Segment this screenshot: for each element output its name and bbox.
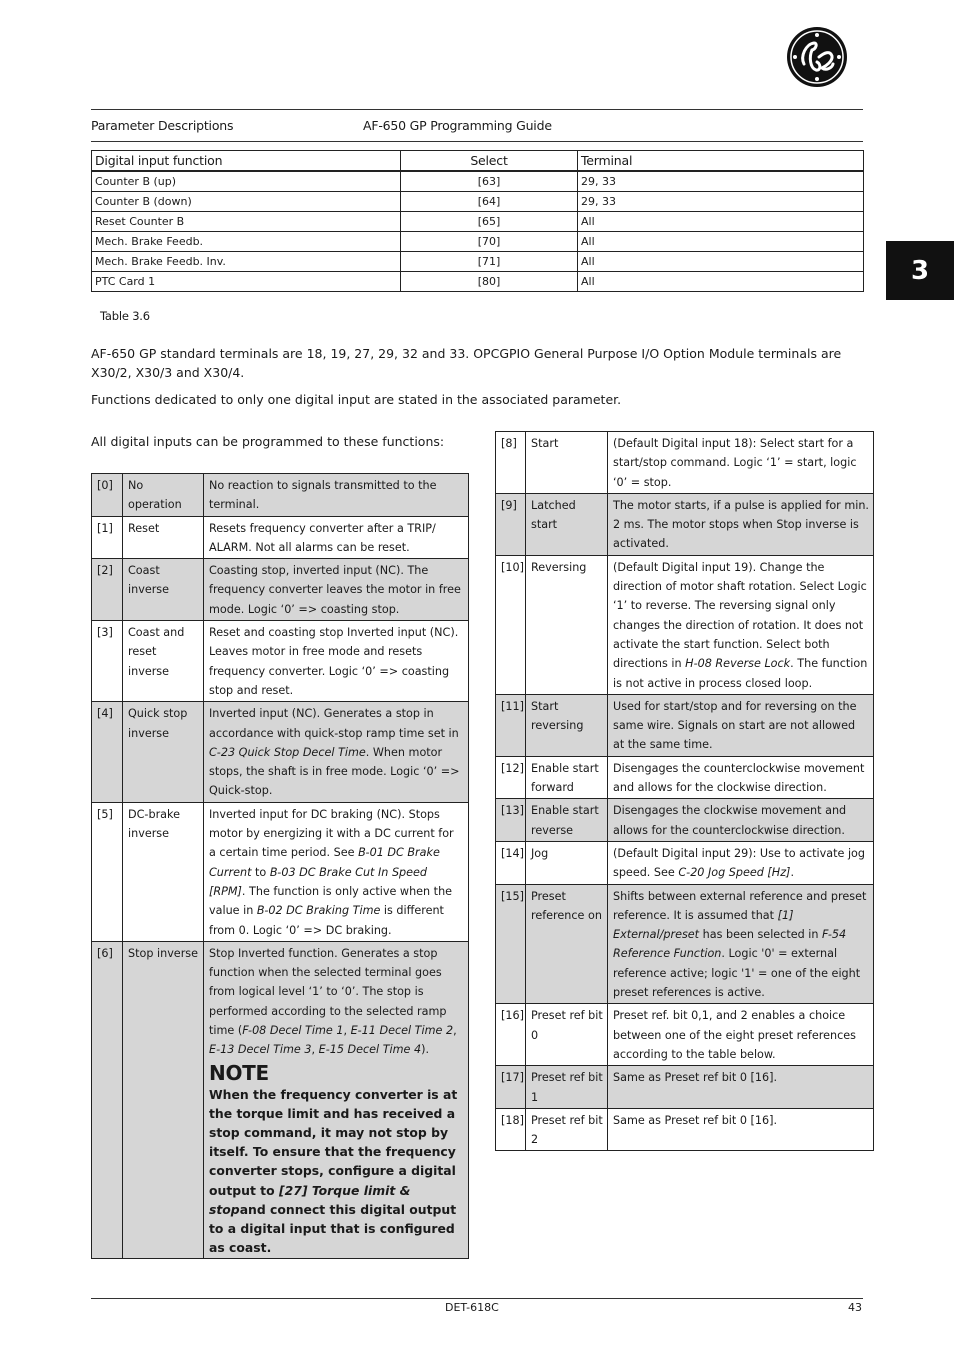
- function-code: [5]: [92, 802, 123, 941]
- parameter-reference: F-54 Reference Function: [613, 928, 847, 961]
- description-text: .: [790, 866, 794, 880]
- description-text: Inverted input (NC). Generates a stop in accordance with quick-stop ramp time set in: [209, 707, 459, 740]
- function-name: Preset ref bit 1: [526, 1066, 608, 1109]
- function-description: [608, 555, 874, 694]
- parameter-reference: E-13 Decel Time 3: [209, 1043, 312, 1057]
- function-name: Jog: [526, 841, 608, 884]
- function-code: [18]: [496, 1108, 526, 1151]
- function-code: [4]: [92, 702, 123, 802]
- chapter-tab: 3: [886, 241, 954, 300]
- description-text: . The function is not active in process closed loop.: [613, 657, 868, 690]
- function-row: [496, 1108, 874, 1151]
- terminal-cell: All: [578, 272, 864, 292]
- functions-table-right: [495, 431, 874, 1151]
- function-cell: Counter B (up): [92, 171, 401, 192]
- function-description: [608, 841, 874, 884]
- function-row: [496, 493, 874, 555]
- terminal-cell: All: [578, 232, 864, 252]
- table-caption: Table 3.6: [100, 309, 150, 323]
- function-row: [496, 1066, 874, 1109]
- function-code: [2]: [92, 559, 123, 621]
- function-description: [608, 799, 874, 842]
- function-name: DC-brake inverse: [123, 802, 204, 941]
- function-code: [0]: [92, 474, 123, 517]
- function-row: [496, 555, 874, 694]
- ge-logo-icon: [786, 26, 848, 88]
- function-row: [92, 941, 469, 1259]
- description-text: ,: [311, 1043, 319, 1057]
- function-row: [92, 802, 469, 941]
- function-description: [608, 1004, 874, 1066]
- function-row: [92, 559, 469, 621]
- paragraph-dedicated: Functions dedicated to only one digital input are stated in the associated parameter.: [91, 392, 622, 407]
- parameter-reference: E-15 Decel Time 4: [318, 1043, 422, 1057]
- parameter-reference: [27] Torque limit & stop: [209, 1182, 411, 1217]
- function-row: [496, 432, 874, 494]
- select-cell: [63]: [401, 171, 578, 192]
- select-cell: [70]: [401, 232, 578, 252]
- header-bottom-rule: [91, 141, 863, 142]
- parameter-reference: B-01 DC Brake Current: [209, 846, 440, 879]
- function-description: [608, 884, 874, 1004]
- parameter-reference: C-23 Quick Stop Decel Time: [209, 745, 366, 759]
- function-cell: PTC Card 1: [92, 272, 401, 292]
- function-code: [13]: [496, 799, 526, 842]
- function-name: Preset reference on: [526, 884, 608, 1004]
- functions-table-left: [91, 473, 469, 1259]
- function-name: Quick stop inverse: [123, 702, 204, 802]
- parameter-reference: [1] External/preset: [613, 908, 794, 942]
- function-code: [14]: [496, 841, 526, 884]
- function-cell: Mech. Brake Feedb. Inv.: [92, 252, 401, 272]
- description-text: Inverted input for DC braking (NC). Stops motor by energizing it with a DC current for a certain time period. See: [209, 807, 454, 860]
- description-text: ,: [343, 1024, 351, 1038]
- function-row: [92, 516, 469, 559]
- description-text: has been selected in: [699, 928, 823, 942]
- function-cell: Counter B (down): [92, 192, 401, 212]
- function-description: [204, 474, 469, 517]
- description-text: Stop Inverted function. Generates a stop function when the selected terminal goes from logical level ‘1’ to ‘0’. The stop is performed according to the selected ramp time (: [209, 946, 447, 1038]
- function-code: [15]: [496, 884, 526, 1004]
- function-row: [496, 841, 874, 884]
- function-description: [204, 559, 469, 621]
- description-text: The motor starts, if a pulse is applied for min. 2 ms. The motor stops when Stop inverse is activated.: [613, 498, 869, 551]
- parameter-reference: F-08 Decel Time 1: [242, 1024, 344, 1038]
- doc-code: DET-618C: [445, 1301, 499, 1314]
- table-row: [92, 212, 864, 232]
- function-code: [11]: [496, 694, 526, 756]
- function-row: [496, 884, 874, 1004]
- function-cell: Mech. Brake Feedb.: [92, 232, 401, 252]
- terminal-cell: All: [578, 252, 864, 272]
- function-code: [12]: [496, 756, 526, 799]
- function-description: [204, 621, 469, 702]
- function-name: Start: [526, 432, 608, 494]
- parameter-reference: E-11 Decel Time 2: [350, 1024, 454, 1038]
- function-description: [204, 802, 469, 941]
- col-header-function: Digital input function: [92, 151, 401, 172]
- terminal-cell: 29, 33: [578, 171, 864, 192]
- footer-rule: [91, 1298, 863, 1299]
- note-body: [209, 1085, 464, 1258]
- description-text: No reaction to signals transmitted to the terminal.: [209, 479, 437, 512]
- function-row: [92, 702, 469, 802]
- function-name: Coast inverse: [123, 559, 204, 621]
- description-text: Used for start/stop and for reversing on the same wire. Signals on start are not allowed at the same time.: [613, 699, 857, 752]
- table-row: [92, 272, 864, 292]
- function-name: Preset ref bit 2: [526, 1108, 608, 1151]
- parameter-reference: B-03 DC Brake Cut In Speed [RPM]: [209, 865, 428, 898]
- function-cell: Reset Counter B: [92, 212, 401, 232]
- select-cell: [64]: [401, 192, 578, 212]
- function-row: [92, 474, 469, 517]
- function-name: Reversing: [526, 555, 608, 694]
- function-name: Start reversing: [526, 694, 608, 756]
- terminal-cell: 29, 33: [578, 192, 864, 212]
- select-cell: [71]: [401, 252, 578, 272]
- section-title: Parameter Descriptions: [91, 118, 234, 133]
- table-row: [92, 192, 864, 212]
- function-code: [17]: [496, 1066, 526, 1109]
- parameter-reference: B-02 DC Braking Time: [256, 904, 381, 918]
- description-text: (Default Digital input 18): Select start for a start/stop command. Logic ‘1’ = start, logic ‘0’ = stop.: [613, 437, 857, 489]
- function-description: [608, 432, 874, 494]
- table-row: [92, 232, 864, 252]
- description-text: to: [251, 865, 270, 879]
- select-cell: [65]: [401, 212, 578, 232]
- description-text: Same as Preset ref bit 0 [16].: [613, 1071, 778, 1085]
- header-top-rule: [91, 109, 863, 110]
- function-row: [496, 1004, 874, 1066]
- parameter-reference: C-20 Jog Speed [Hz]: [678, 866, 791, 880]
- col-header-select: Select: [401, 151, 578, 172]
- terminal-cell: All: [578, 212, 864, 232]
- function-name: Reset: [123, 516, 204, 559]
- description-text: . The function is only active when the value in: [209, 884, 453, 918]
- description-text: Shifts between external reference and preset reference. It is assumed that: [613, 889, 867, 922]
- digital-input-table: [91, 150, 864, 292]
- function-code: [8]: [496, 432, 526, 494]
- description-text: (Default Digital input 29): Use to activate jog speed. See: [613, 846, 865, 880]
- function-description: [608, 1066, 874, 1109]
- function-name: No operation: [123, 474, 204, 517]
- description-text: Disengages the counterclockwise movement and allows for the clockwise direction.: [613, 761, 865, 795]
- parameter-reference: H-08 Reverse Lock: [685, 657, 791, 671]
- paragraph-all-inputs: All digital inputs can be programmed to these functions:: [91, 434, 445, 449]
- description-text: Reset and coasting stop Inverted input (NC). Leaves motor in free mode and resets frequency converter. Logic ‘0’ => coasting stop and reset.: [209, 626, 459, 697]
- description-text: When the frequency converter is at the torque limit and has received a stop command, it may not stop by itself. To ensure that the frequency converter stops, configure a digital output to: [209, 1086, 458, 1198]
- page-number: 43: [848, 1301, 862, 1314]
- description-text: Disengages the clockwise movement and allows for the counterclockwise direction.: [613, 804, 847, 837]
- description-text: is different from 0. Logic ‘0’ => DC braking.: [209, 904, 444, 937]
- note-title: NOTE: [209, 1060, 269, 1085]
- function-name: Coast and reset inverse: [123, 621, 204, 702]
- function-row: [496, 799, 874, 842]
- function-name: Preset ref bit 0: [526, 1004, 608, 1066]
- function-description: [608, 694, 874, 756]
- function-code: [3]: [92, 621, 123, 702]
- function-description: [204, 702, 469, 802]
- col-header-terminal: Terminal: [578, 151, 864, 172]
- function-name: Stop inverse: [123, 941, 204, 1259]
- function-description: [608, 1108, 874, 1151]
- function-code: [6]: [92, 941, 123, 1259]
- function-row: [496, 694, 874, 756]
- table-row: [92, 252, 864, 272]
- description-text: (Default Digital input 19). Change the direction of motor shaft rotation. Select Logic ‘1’ to reverse. The reversing signal only changes the direction of rotation. It does not activate the start function. Select both directions in: [613, 560, 867, 671]
- select-cell: [80]: [401, 272, 578, 292]
- function-description: [608, 493, 874, 555]
- function-code: [16]: [496, 1004, 526, 1066]
- description-text: Coasting stop, inverted input (NC). The frequency converter leaves the motor in free mode. Logic ‘0’ => coasting stop.: [209, 564, 461, 616]
- description-text: and connect this digital output to a digital input that is configured as coast.: [209, 1201, 457, 1256]
- description-text: Resets frequency converter after a TRIP/ ALARM. Not all alarms can be reset.: [209, 521, 436, 554]
- description-text: . Logic '0' = external reference active; logic '1' = one of the eight preset references is active.: [613, 947, 861, 1000]
- description-text: Preset ref. bit 0,1, and 2 enables a choice between one of the eight preset references according to the table below.: [613, 1009, 856, 1061]
- guide-title: AF-650 GP Programming Guide: [363, 118, 552, 133]
- function-name: Latched start: [526, 493, 608, 555]
- table-header-row: [92, 151, 864, 172]
- description-text: . When motor stops, the shaft is in free mode. Logic ‘0’ => Quick-stop.: [209, 745, 460, 798]
- function-code: [1]: [92, 516, 123, 559]
- table-row: [92, 171, 864, 192]
- function-description: [204, 516, 469, 559]
- paragraph-terminals: AF-650 GP standard terminals are 18, 19, 27, 29, 32 and 33. OPCGPIO General Purpose I/O Option Module terminals are X30/2, X30/3 and X30/4.: [91, 346, 842, 380]
- function-row: [496, 756, 874, 799]
- function-code: [10]: [496, 555, 526, 694]
- description-text: ,: [453, 1024, 457, 1038]
- description-text: ).: [421, 1043, 430, 1057]
- function-description: [204, 941, 469, 1259]
- function-code: [9]: [496, 493, 526, 555]
- description-text: Same as Preset ref bit 0 [16].: [613, 1113, 778, 1127]
- function-row: [92, 621, 469, 702]
- function-name: Enable start forward: [526, 756, 608, 799]
- function-name: Enable start reverse: [526, 799, 608, 842]
- function-description: [608, 756, 874, 799]
